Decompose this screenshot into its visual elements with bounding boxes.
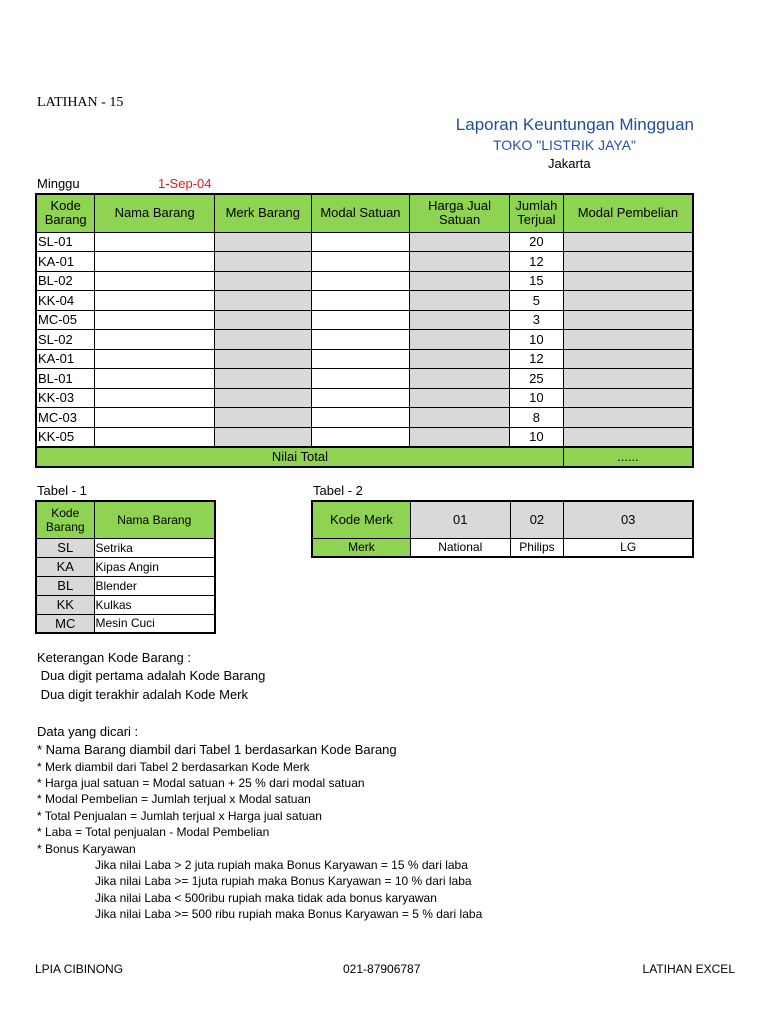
item-name-cell: Kipas Angin [94, 557, 215, 576]
brand-cell[interactable] [214, 310, 311, 330]
purchase-cost-cell[interactable] [563, 252, 693, 272]
brand-code-cell: 02 [510, 501, 564, 538]
table-header-row [36, 194, 693, 232]
item-name-cell[interactable] [95, 271, 215, 291]
sell-price-cell[interactable] [410, 349, 510, 369]
report-title: Laporan Keuntungan Mingguan [455, 115, 694, 134]
item-code-cell: KK-04 [36, 291, 95, 311]
brand-cell[interactable] [214, 252, 311, 272]
brand-name-cell: National [410, 538, 510, 557]
item-name-cell: Setrika [94, 538, 215, 557]
qty-sold-cell: 3 [509, 310, 563, 330]
sell-price-cell[interactable] [410, 232, 510, 252]
qty-sold-cell: 8 [509, 408, 563, 428]
unit-cost-cell[interactable] [311, 349, 410, 369]
item-code-cell: SL-02 [36, 330, 95, 350]
sell-price-cell[interactable] [410, 271, 510, 291]
data-item: * Total Penjualan = Jumlah terjual x Harga jual satuan [37, 809, 322, 823]
item-name-cell[interactable] [95, 310, 215, 330]
table-header-row [36, 501, 215, 538]
item-name-cell[interactable] [95, 369, 215, 389]
item-code-cell: KA [36, 557, 94, 576]
purchase-cost-cell[interactable] [563, 369, 693, 389]
bonus-rule: Jika nilai Laba < 500ribu rupiah maka tidak ada bonus karyawan [95, 891, 437, 905]
brand-code-table [311, 500, 694, 558]
table-row [36, 576, 215, 595]
table-row [36, 388, 693, 408]
item-name-cell[interactable] [95, 408, 215, 428]
column-header: Kode Barang [36, 194, 95, 232]
item-name-cell[interactable] [95, 349, 215, 369]
unit-cost-cell[interactable] [311, 291, 410, 311]
item-name-cell[interactable] [95, 232, 215, 252]
purchase-cost-cell[interactable] [563, 271, 693, 291]
column-header: Nama Barang [95, 194, 215, 232]
brand-cell[interactable] [214, 349, 311, 369]
item-code-cell: BL-01 [36, 369, 95, 389]
sell-price-cell[interactable] [410, 388, 510, 408]
table-row [36, 310, 693, 330]
item-name-cell: Kulkas [94, 595, 215, 614]
item-code-cell: KK-05 [36, 427, 95, 447]
brand-cell[interactable] [214, 427, 311, 447]
qty-sold-cell: 5 [509, 291, 563, 311]
unit-cost-cell[interactable] [311, 232, 410, 252]
data-title: Data yang dicari : [37, 724, 139, 739]
brand-code-cell: 03 [564, 501, 693, 538]
data-item: * Nama Barang diambil dari Tabel 1 berdasarkan Kode Barang [37, 742, 397, 757]
city-label: Jakarta [548, 156, 591, 171]
exercise-label: LATIHAN - 15 [37, 95, 124, 110]
item-code-cell: KK [36, 595, 94, 614]
purchase-cost-cell[interactable] [563, 232, 693, 252]
table2-label: Tabel - 2 [313, 483, 363, 498]
qty-sold-cell: 25 [509, 369, 563, 389]
brand-code-row [312, 501, 693, 538]
qty-sold-cell: 10 [509, 388, 563, 408]
column-header: Merk Barang [214, 194, 311, 232]
table-row [36, 427, 693, 447]
column-header: Kode Barang [36, 501, 94, 538]
unit-cost-cell[interactable] [311, 408, 410, 428]
item-code-cell: KA-01 [36, 252, 95, 272]
bonus-rule: Jika nilai Laba >= 500 ribu rupiah maka Bonus Karyawan = 5 % dari laba [95, 907, 483, 921]
brand-cell[interactable] [214, 388, 311, 408]
column-header: Jumlah Terjual [509, 194, 563, 232]
footer-left: LPIA CIBINONG [35, 962, 124, 976]
data-item: * Laba = Total penjualan - Modal Pembelian [37, 825, 270, 839]
item-code-cell: KA-01 [36, 349, 95, 369]
item-code-cell: SL-01 [36, 232, 95, 252]
unit-cost-cell[interactable] [311, 330, 410, 350]
brand-cell[interactable] [214, 232, 311, 252]
unit-cost-cell[interactable] [311, 388, 410, 408]
qty-sold-cell: 20 [509, 232, 563, 252]
week-label: Minggu [37, 176, 80, 191]
item-name-cell: Mesin Cuci [94, 614, 215, 633]
item-code-cell: MC [36, 614, 94, 633]
table-row [36, 271, 693, 291]
table1-label: Tabel - 1 [37, 483, 87, 498]
table-row [36, 369, 693, 389]
purchase-cost-cell[interactable] [563, 427, 693, 447]
brand-cell[interactable] [214, 408, 311, 428]
row-header: Merk [312, 538, 410, 557]
week-date: 1-Sep-04 [158, 176, 212, 191]
total-label: Nilai Total [36, 447, 563, 467]
total-value[interactable]: ...... [563, 447, 693, 467]
unit-cost-cell[interactable] [311, 369, 410, 389]
column-header: Modal Satuan [311, 194, 410, 232]
footer-right: LATIHAN EXCEL [642, 962, 735, 976]
qty-sold-cell: 12 [509, 252, 563, 272]
table-row [36, 291, 693, 311]
item-name-cell[interactable] [95, 388, 215, 408]
bonus-rule: Jika nilai Laba >= 1juta rupiah maka Bonus Karyawan = 10 % dari laba [95, 874, 472, 888]
keterangan-line: Dua digit pertama adalah Kode Barang [37, 668, 266, 683]
purchase-cost-cell[interactable] [563, 408, 693, 428]
item-name-cell: Blender [94, 576, 215, 595]
purchase-cost-cell[interactable] [563, 349, 693, 369]
brand-code-cell: 01 [410, 501, 510, 538]
sell-price-cell[interactable] [410, 369, 510, 389]
data-item: * Merk diambil dari Tabel 2 berdasarkan Kode Merk [37, 760, 310, 774]
sell-price-cell[interactable] [410, 291, 510, 311]
keterangan-title: Keterangan Kode Barang : [37, 650, 191, 665]
item-code-cell: BL [36, 576, 94, 595]
data-item: * Bonus Karyawan [37, 842, 136, 856]
item-name-cell[interactable] [95, 252, 215, 272]
unit-cost-cell[interactable] [311, 252, 410, 272]
qty-sold-cell: 10 [509, 427, 563, 447]
table-row [36, 330, 693, 350]
brand-name-cell: Philips [510, 538, 564, 557]
brand-cell[interactable] [214, 271, 311, 291]
brand-name-row [312, 538, 693, 557]
column-header: Nama Barang [94, 501, 215, 538]
table-row [36, 538, 215, 557]
bonus-rule: Jika nilai Laba > 2 juta rupiah maka Bonus Karyawan = 15 % dari laba [95, 858, 468, 872]
keterangan-line: Dua digit terakhir adalah Kode Merk [37, 687, 249, 702]
store-name: TOKO "LISTRIK JAYA" [493, 137, 636, 153]
data-item: * Harga jual satuan = Modal satuan + 25 % dari modal satuan [37, 776, 365, 790]
item-code-cell: BL-02 [36, 271, 95, 291]
qty-sold-cell: 15 [509, 271, 563, 291]
brand-cell[interactable] [214, 369, 311, 389]
column-header: Harga Jual Satuan [410, 194, 510, 232]
brand-name-cell: LG [564, 538, 693, 557]
item-name-cell[interactable] [95, 291, 215, 311]
unit-cost-cell[interactable] [311, 310, 410, 330]
table-row [36, 557, 215, 576]
unit-cost-cell[interactable] [311, 271, 410, 291]
table-row [36, 408, 693, 428]
item-name-cell[interactable] [95, 427, 215, 447]
item-code-cell: MC-03 [36, 408, 95, 428]
item-code-cell: KK-03 [36, 388, 95, 408]
sell-price-cell[interactable] [410, 330, 510, 350]
table-row [36, 349, 693, 369]
brand-cell[interactable] [214, 291, 311, 311]
total-row [36, 447, 693, 467]
table-row [36, 595, 215, 614]
brand-cell[interactable] [214, 330, 311, 350]
row-header: Kode Merk [312, 501, 410, 538]
table-row [36, 252, 693, 272]
sell-price-cell[interactable] [410, 427, 510, 447]
column-header: Modal Pembelian [563, 194, 693, 232]
purchase-cost-cell[interactable] [563, 310, 693, 330]
sales-table [35, 193, 694, 468]
sell-price-cell[interactable] [410, 252, 510, 272]
purchase-cost-cell[interactable] [563, 388, 693, 408]
sell-price-cell[interactable] [410, 408, 510, 428]
sell-price-cell[interactable] [410, 310, 510, 330]
item-code-cell: MC-05 [36, 310, 95, 330]
purchase-cost-cell[interactable] [563, 330, 693, 350]
qty-sold-cell: 10 [509, 330, 563, 350]
purchase-cost-cell[interactable] [563, 291, 693, 311]
unit-cost-cell[interactable] [311, 427, 410, 447]
item-code-table [35, 500, 216, 634]
data-item: * Modal Pembelian = Jumlah terjual x Modal satuan [37, 792, 311, 806]
table-row [36, 232, 693, 252]
footer-center: 021-87906787 [343, 962, 421, 976]
item-code-cell: SL [36, 538, 94, 557]
table-row [36, 614, 215, 633]
item-name-cell[interactable] [95, 330, 215, 350]
qty-sold-cell: 12 [509, 349, 563, 369]
